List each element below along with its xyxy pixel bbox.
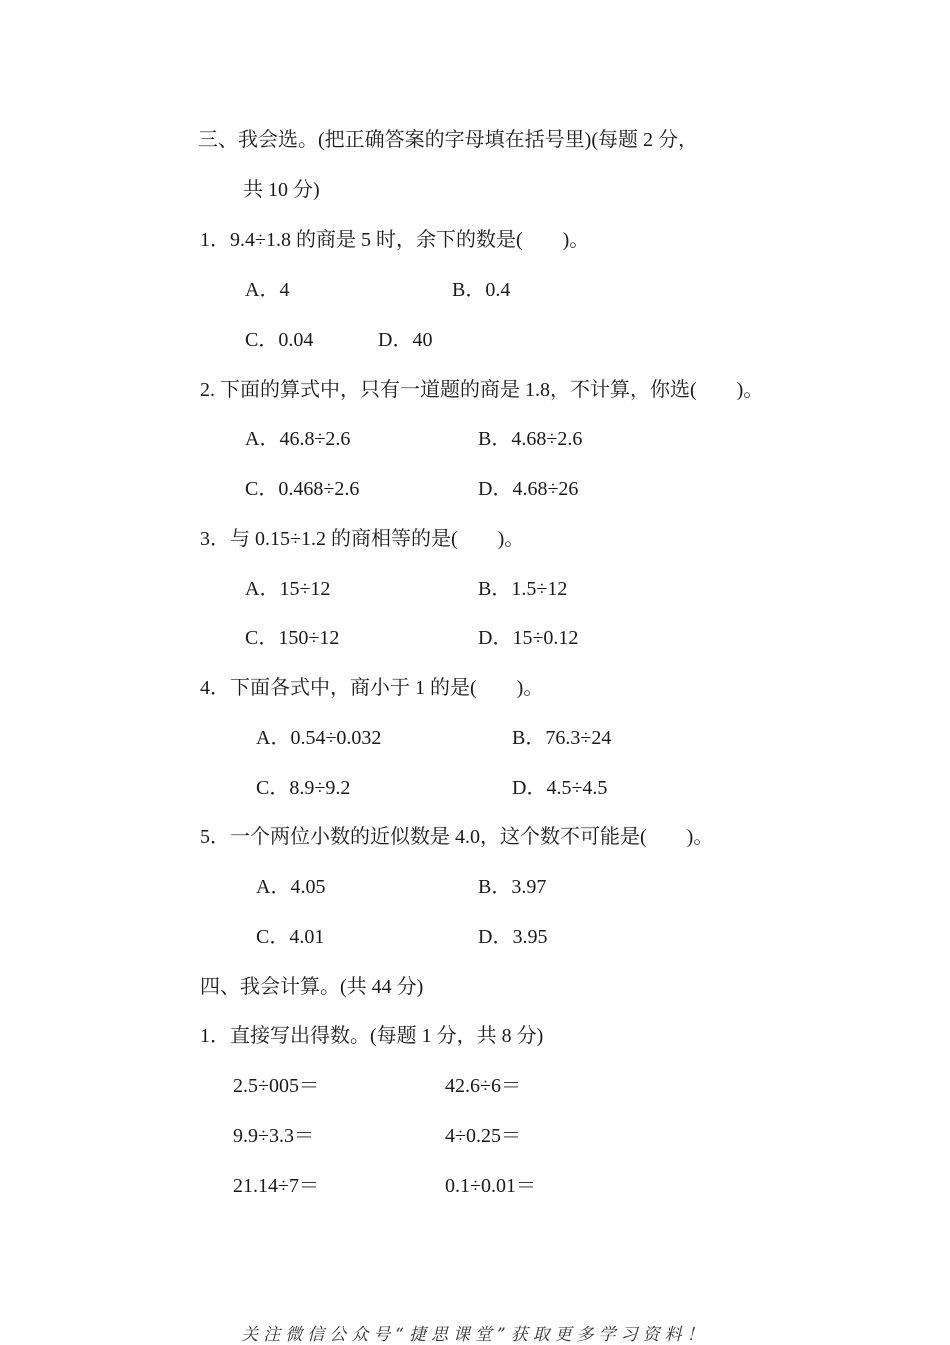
- q4-option-c: C．8.9÷9.2: [256, 777, 351, 799]
- q4-option-d: D．4.5÷4.5: [512, 777, 608, 799]
- section-4-sub1: 1．直接写出得数。(每题 1 分，共 8 分): [200, 1025, 544, 1047]
- q4-option-b: B．76.3÷24: [512, 727, 612, 749]
- q5-option-d: D．3.95: [478, 926, 548, 948]
- q3-option-c: C．150÷12: [245, 627, 340, 649]
- calc-item: 9.9÷3.3＝: [233, 1125, 314, 1147]
- q4-stem: 4．下面各式中，商小于 1 的是( )。: [200, 677, 544, 699]
- q2-stem: 2. 下面的算式中，只有一道题的商是 1.8，不计算，你选( )。: [200, 379, 764, 401]
- q5-option-a: A．4.05: [256, 876, 326, 898]
- calc-item: 4÷0.25＝: [445, 1125, 521, 1147]
- section-3-title: 三、我会选。(把正确答案的字母填在括号里)(每题 2 分，: [198, 129, 698, 151]
- section-4-title: 四、我会计算。(共 44 分): [200, 976, 424, 998]
- q3-option-d: D．15÷0.12: [478, 627, 579, 649]
- footer-note: 关注微信公众号“捷思课堂”获取更多学习资料！: [241, 1325, 709, 1345]
- calc-item: 2.5÷005＝: [233, 1075, 319, 1097]
- q1-option-b: B．0.4: [452, 279, 511, 301]
- q5-stem: 5．一个两位小数的近似数是 4.0，这个数不可能是( )。: [200, 826, 714, 848]
- q1-stem: 1．9.4÷1.8 的商是 5 时，余下的数是( )。: [200, 229, 590, 251]
- section-3-title-cont: 共 10 分): [243, 179, 320, 201]
- q2-option-d: D．4.68÷26: [478, 478, 579, 500]
- q1-option-a: A．4: [245, 279, 290, 301]
- q5-option-c: C．4.01: [256, 926, 325, 948]
- q3-option-b: B．1.5÷12: [478, 578, 568, 600]
- q5-option-b: B．3.97: [478, 876, 547, 898]
- q2-option-b: B．4.68÷2.6: [478, 428, 583, 450]
- calc-item: 0.1÷0.01＝: [445, 1175, 536, 1197]
- q2-option-a: A．46.8÷2.6: [245, 428, 351, 450]
- calc-item: 21.14÷7＝: [233, 1175, 319, 1197]
- q3-stem: 3．与 0.15÷1.2 的商相等的是( )。: [200, 528, 525, 550]
- q1-option-d: D．40: [378, 329, 433, 351]
- q4-option-a: A．0.54÷0.032: [256, 727, 382, 749]
- q1-option-c: C．0.04: [245, 329, 314, 351]
- calc-item: 42.6÷6＝: [445, 1075, 521, 1097]
- q3-option-a: A．15÷12: [245, 578, 331, 600]
- q2-option-c: C．0.468÷2.6: [245, 478, 360, 500]
